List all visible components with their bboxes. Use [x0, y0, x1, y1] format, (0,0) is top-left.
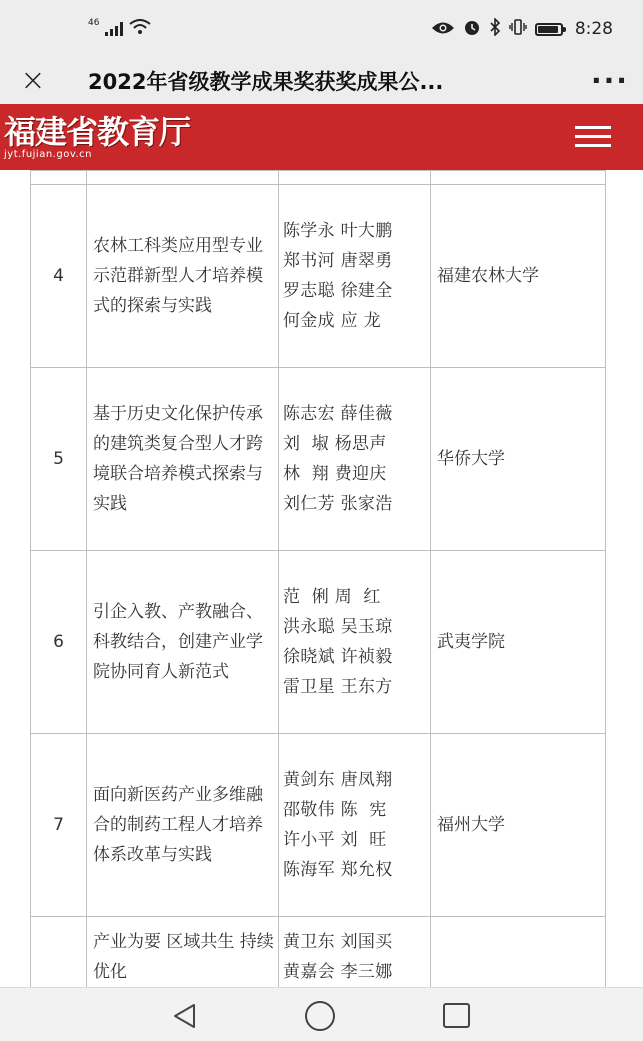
institution: 武夷学院	[431, 551, 606, 734]
wifi-icon	[129, 19, 151, 39]
row-number	[31, 917, 87, 988]
team-members: 陈志宏 薛佳薇 刘 埱 杨思声 林 翔 费迎庆 刘仁芳 张家浩	[279, 368, 431, 551]
more-button[interactable]: ···	[591, 64, 629, 97]
vibrate-icon	[509, 19, 527, 39]
team-members: 范 俐 周 红 洪永聪 吴玉琼 徐晓斌 许祯毅 雷卫星 王东方	[279, 551, 431, 734]
eye-icon	[431, 20, 455, 39]
table-row	[31, 734, 606, 917]
table-row	[31, 185, 606, 368]
status-bar	[0, 0, 643, 58]
content-area[interactable]	[0, 170, 643, 987]
home-icon[interactable]	[305, 1001, 335, 1031]
table-row	[31, 551, 606, 734]
achievement-title: 引企入教、产教融合、科教结合，创建产业学院协同育人新范式	[87, 551, 279, 734]
site-header	[0, 104, 643, 170]
close-button[interactable]: ×	[20, 63, 46, 98]
navigation-bar	[0, 987, 643, 1041]
status-right	[431, 18, 613, 40]
menu-icon[interactable]	[575, 126, 611, 148]
title-bar	[0, 58, 643, 104]
institution	[431, 917, 606, 988]
site-logo[interactable]: 福建省教育厅	[4, 113, 191, 151]
achievement-title: 面向新医药产业多维融合的制药工程人才培养体系改革与实践	[87, 734, 279, 917]
back-icon[interactable]	[170, 1001, 200, 1035]
awards-table	[30, 170, 606, 987]
institution: 福建农林大学	[431, 185, 606, 368]
team-members: 陈学永 叶大鹏 郑书河 唐翠勇 罗志聪 徐建全 何金成 应 龙	[279, 185, 431, 368]
alarm-icon	[463, 18, 481, 40]
site-url: jyt.fujian.gov.cn	[4, 149, 92, 160]
table-row	[31, 171, 606, 185]
battery-icon	[535, 23, 563, 36]
bluetooth-icon	[489, 18, 501, 40]
institution: 华侨大学	[431, 368, 606, 551]
status-left	[88, 19, 151, 39]
clock: 8:28	[574, 19, 613, 39]
page-title: 2022年省级教学成果奖获奖成果公...	[88, 70, 444, 94]
achievement-title: 基于历史文化保护传承的建筑类复合型人才跨境联合培养模式探索与实践	[87, 368, 279, 551]
network-type: 46	[88, 18, 100, 28]
row-number: 6	[31, 551, 87, 734]
signal-icon	[105, 22, 123, 36]
achievement-title: 产业为要 区域共生 持续优化	[87, 917, 279, 988]
row-number: 7	[31, 734, 87, 917]
table-row	[31, 917, 606, 988]
team-members: 黄卫东 刘国买 黄嘉会 李三娜	[279, 917, 431, 988]
table-row	[31, 368, 606, 551]
row-number: 4	[31, 185, 87, 368]
achievement-title: 农林工科类应用型专业示范群新型人才培养模式的探索与实践	[87, 185, 279, 368]
recent-apps-icon[interactable]	[443, 1003, 470, 1028]
institution: 福州大学	[431, 734, 606, 917]
row-number: 5	[31, 368, 87, 551]
team-members: 黄剑东 唐凤翔 邵敬伟 陈 宪 许小平 刘 旺 陈海军 郑允权	[279, 734, 431, 917]
